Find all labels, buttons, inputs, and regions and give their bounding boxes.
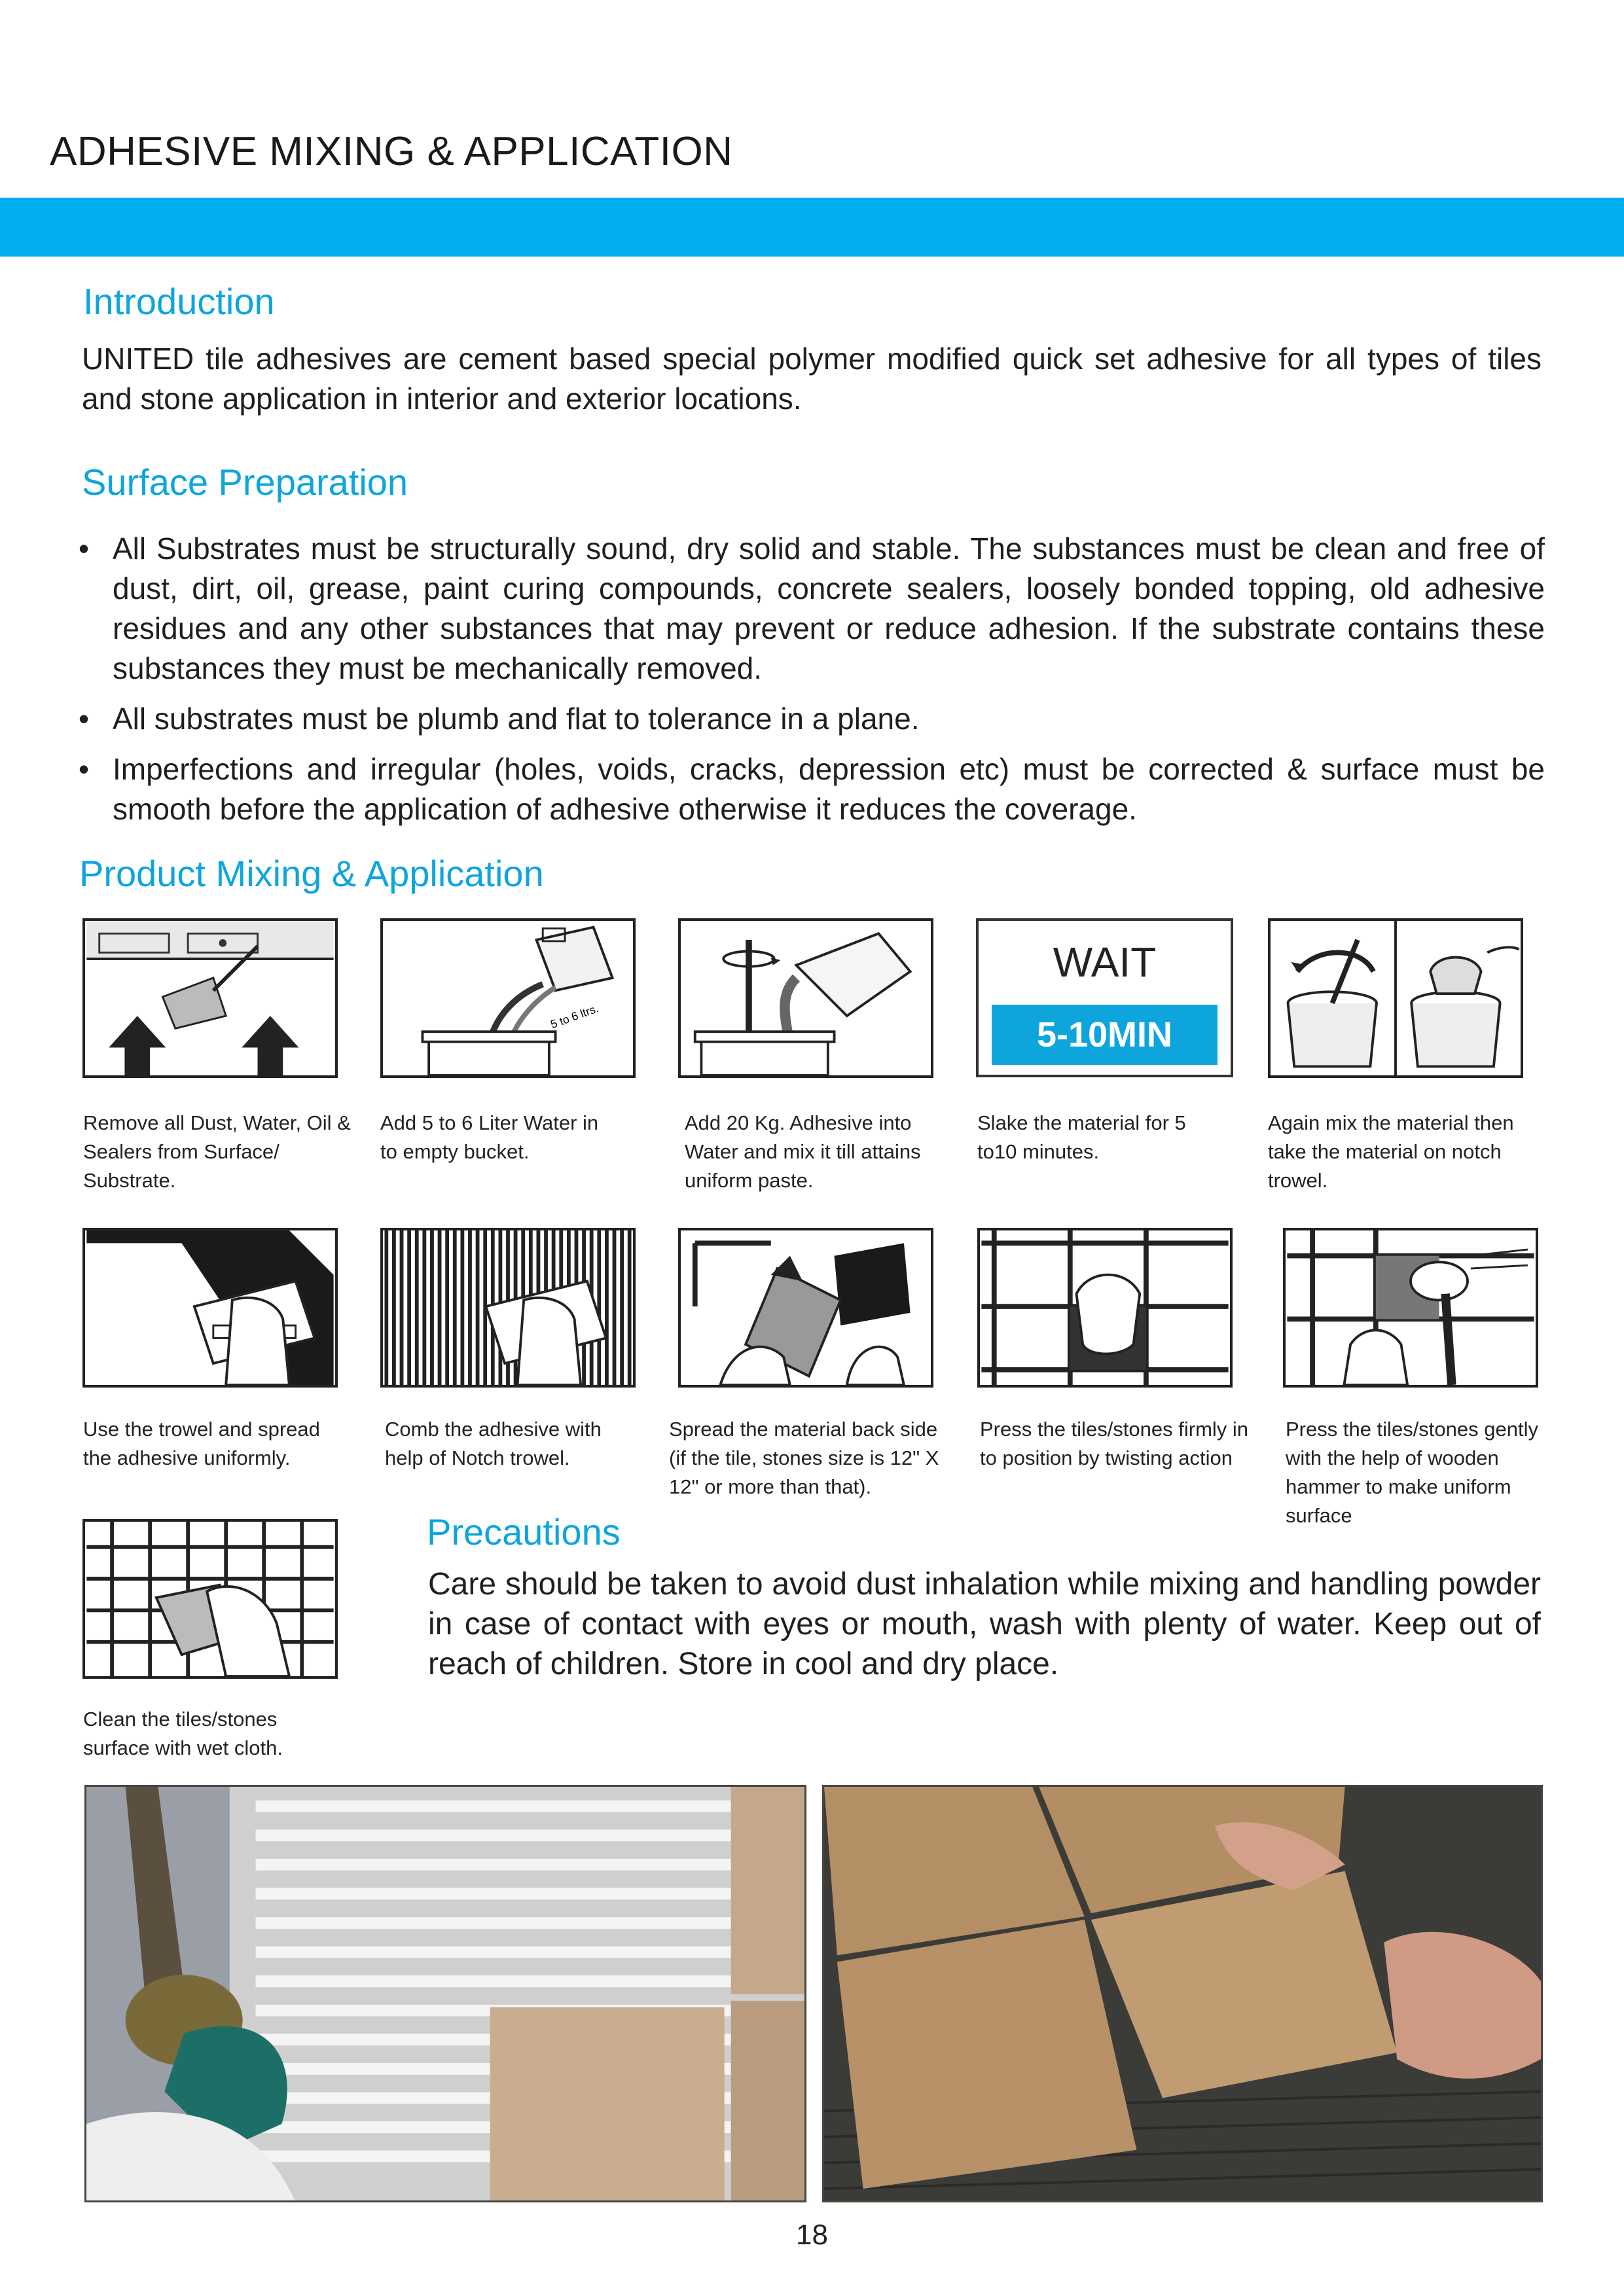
introduction-heading: Introduction	[83, 281, 275, 322]
step-caption: Comb the adhesive with help of Notch trowel.	[385, 1418, 602, 1469]
bullet-icon: •	[79, 531, 90, 565]
product-mixing-heading: Product Mixing & Application	[79, 853, 544, 894]
step-caption: Clean the tiles/stones surface with wet cloth.	[83, 1708, 283, 1759]
back-butter-illustration	[678, 1228, 933, 1388]
bucket-label: 5 to 6 ltrs.	[549, 1001, 600, 1031]
page-number: 18	[796, 2219, 828, 2251]
press-tile-illustration	[977, 1228, 1233, 1388]
list-item	[79, 749, 1545, 829]
step-caption: Press the tiles/stones firmly in to position by twisting action	[980, 1418, 1249, 1469]
cleaning-surface-illustration	[82, 918, 338, 1078]
bullet-icon: •	[79, 702, 90, 736]
adhesive-application-photo	[84, 1785, 806, 2202]
step-caption: Spread the material back side (if the tile, stones size is 12" X 12" or more than that).	[669, 1418, 939, 1498]
wait-timer-panel	[976, 918, 1233, 1077]
step-caption: Again mix the material then take the material on notch trowel.	[1268, 1111, 1514, 1192]
page-title: ADHESIVE MIXING & APPLICATION	[50, 129, 733, 174]
header-band	[0, 198, 1624, 257]
list-item	[79, 699, 1545, 739]
step-caption: Remove all Dust, Water, Oil & Sealers from Surface/ Substrate.	[83, 1111, 351, 1192]
precautions-heading: Precautions	[427, 1511, 621, 1552]
introduction-text: UNITED tile adhesives are cement based special polymer modified quick set adhesive for all types of tiles and stone application in interior and exterior locations.	[82, 342, 1542, 416]
remix-illustration	[1268, 918, 1523, 1078]
step-caption: Press the tiles/stones gently with the help of wooden hammer to make uniform surface	[1286, 1418, 1538, 1527]
hammer-tile-illustration	[1283, 1228, 1538, 1388]
wait-duration-badge: 5-10MIN	[992, 1005, 1218, 1065]
notch-comb-illustration	[380, 1228, 636, 1388]
trowel-spread-illustration	[82, 1228, 338, 1388]
bullet-icon: •	[79, 752, 90, 786]
step-caption: Slake the material for 5 to10 minutes.	[977, 1111, 1186, 1163]
wait-label: WAIT	[1053, 939, 1157, 986]
step-caption: Use the trowel and spread the adhesive uniformly.	[83, 1418, 320, 1469]
list-item-text: All substrates must be plumb and flat to tolerance in a plane.	[113, 702, 920, 736]
list-item-text: All Substrates must be structurally sound, dry solid and stable. The substances must be clean and free of dust, dirt, oil, grease, paint curing compounds, concrete sealers, loosely bonded topping, old adhesive residues and any other substances that may prevent or reduce adhesion. If the substrate contains these substances they must be mechanically removed.	[113, 531, 1545, 685]
list-item-text: Imperfections and irregular (holes, voids, cracks, depression etc) must be corrected & surface must be smooth before the application of adhesive otherwise it reduces the coverage.	[113, 752, 1545, 826]
clean-cloth-illustration	[82, 1519, 338, 1679]
list-item	[79, 529, 1545, 689]
pour-water-illustration	[380, 918, 636, 1078]
surface-preparation-list	[79, 529, 1545, 840]
step-caption: Add 5 to 6 Liter Water in to empty bucket.	[380, 1111, 599, 1163]
step-caption: Add 20 Kg. Adhesive into Water and mix it till attains uniform paste.	[685, 1111, 921, 1192]
add-adhesive-illustration	[678, 918, 933, 1078]
tile-placement-photo	[822, 1785, 1543, 2202]
surface-preparation-heading: Surface Preparation	[82, 461, 408, 503]
precautions-text: Care should be taken to avoid dust inhalation while mixing and handling powder in case of contact with eyes or mouth, wash with plenty of water. Keep out of reach of children. Store in cool and dry place.	[428, 1567, 1541, 1681]
